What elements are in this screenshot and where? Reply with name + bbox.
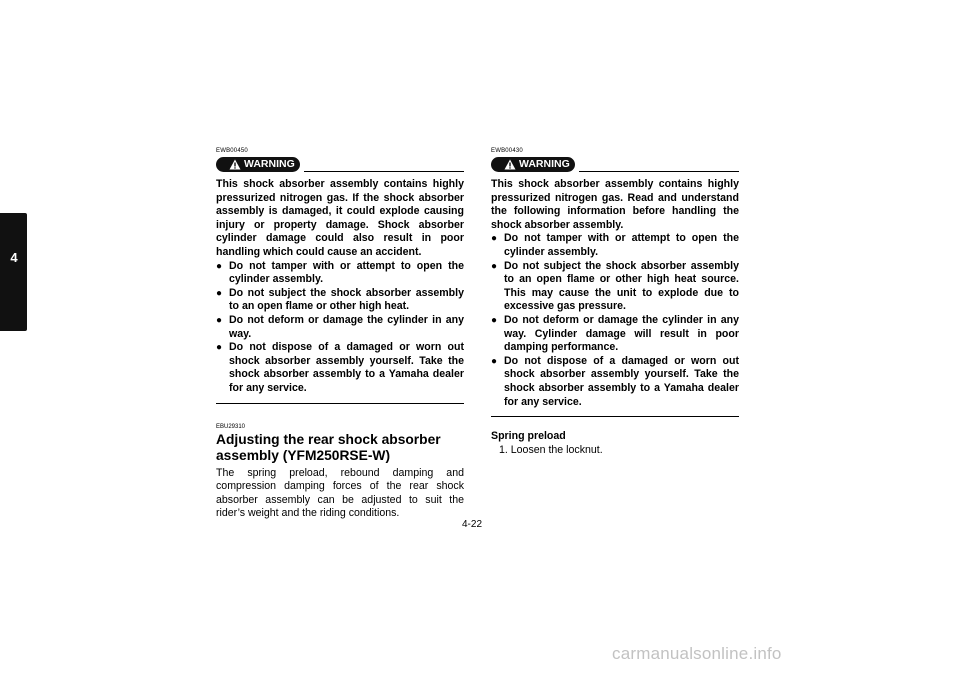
warning-intro: This shock absorber assembly contains highly pressurized nitrogen gas. If the shock absorber assembly is damaged, it could explode causing injury or property damage. Shock absorber cylinder damage could also result in poor handling which could cause an accident.: [216, 178, 464, 258]
step-item: 1. Loosen the locknut.: [499, 443, 603, 456]
warning-code: EWB00430: [491, 148, 523, 154]
bullet-icon: ●: [491, 233, 498, 245]
subsection-title: Spring preload: [491, 430, 566, 443]
bullet-icon: ●: [216, 342, 223, 354]
warning-end-rule: [216, 403, 464, 404]
warning-label: WARNING: [244, 158, 295, 170]
bullet-icon: ●: [491, 260, 498, 272]
warning-badge: [216, 157, 300, 172]
bullet-icon: ●: [216, 287, 223, 299]
warning-label: WARNING: [519, 158, 570, 170]
warning-rule: [579, 171, 739, 172]
section-code: EBU29310: [216, 423, 246, 430]
list-item: ● Do not deform or damage the cylinder in any way. Cylinder damage will result in poor damping performance.: [491, 313, 739, 354]
right-column: [491, 147, 739, 457]
bullet-icon: ●: [216, 260, 223, 272]
list-item: ● Do not tamper with or attempt to open the cylinder assembly.: [216, 259, 464, 286]
chapter-number: 4: [10, 250, 18, 265]
list-item: ● Do not tamper with or attempt to open the cylinder assembly.: [491, 232, 739, 258]
warning-bullets: [491, 232, 739, 409]
list-item: ● Do not dispose of a damaged or worn out shock absorber assembly yourself. Take the shock absorber assembly to a Yamaha dealer for any service.: [491, 354, 739, 408]
warning-triangle-icon: [229, 159, 241, 170]
list-item: ● Do not subject the shock absorber assembly to an open flame or other high heat source. This may cause the unit to explode due to excessive gas pressure.: [491, 259, 739, 313]
section-title: Adjusting the rear shock absorber assembly (YFM250RSE-W): [216, 431, 441, 463]
bullet-icon: ●: [491, 355, 498, 367]
warning-badge: [491, 157, 575, 172]
page-number: 4-22: [462, 519, 483, 530]
warning-intro: This shock absorber assembly contains highly pressurized nitrogen gas. Read and understand the following information before handling the shock absorber assembly.: [491, 178, 739, 231]
warning-header: [491, 157, 739, 175]
chapter-tab: [0, 213, 27, 331]
warning-rule: [304, 171, 464, 172]
warning-code: EWB00450: [216, 148, 248, 154]
section-body: The spring preload, rebound damping and compression damping forces of the rear shock absorber assembly can be adjusted to suit the rider’s weight and the riding conditions.: [216, 466, 464, 520]
list-item: ● Do not dispose of a damaged or worn out shock absorber assembly yourself. Take the shock absorber assembly to a Yamaha dealer for any service.: [216, 341, 464, 394]
warning-bullets: [216, 260, 464, 396]
bullet-icon: ●: [491, 314, 498, 326]
list-item: ● Do not subject the shock absorber assembly to an open flame or other high heat.: [216, 286, 464, 313]
left-column: [216, 147, 464, 521]
warning-header: [216, 157, 464, 175]
watermark: carmanualsonline.info: [612, 644, 782, 663]
bullet-icon: ●: [216, 314, 223, 326]
warning-triangle-icon: [504, 159, 516, 170]
list-item: ● Do not deform or damage the cylinder in any way.: [216, 313, 464, 340]
warning-end-rule: [491, 416, 739, 417]
